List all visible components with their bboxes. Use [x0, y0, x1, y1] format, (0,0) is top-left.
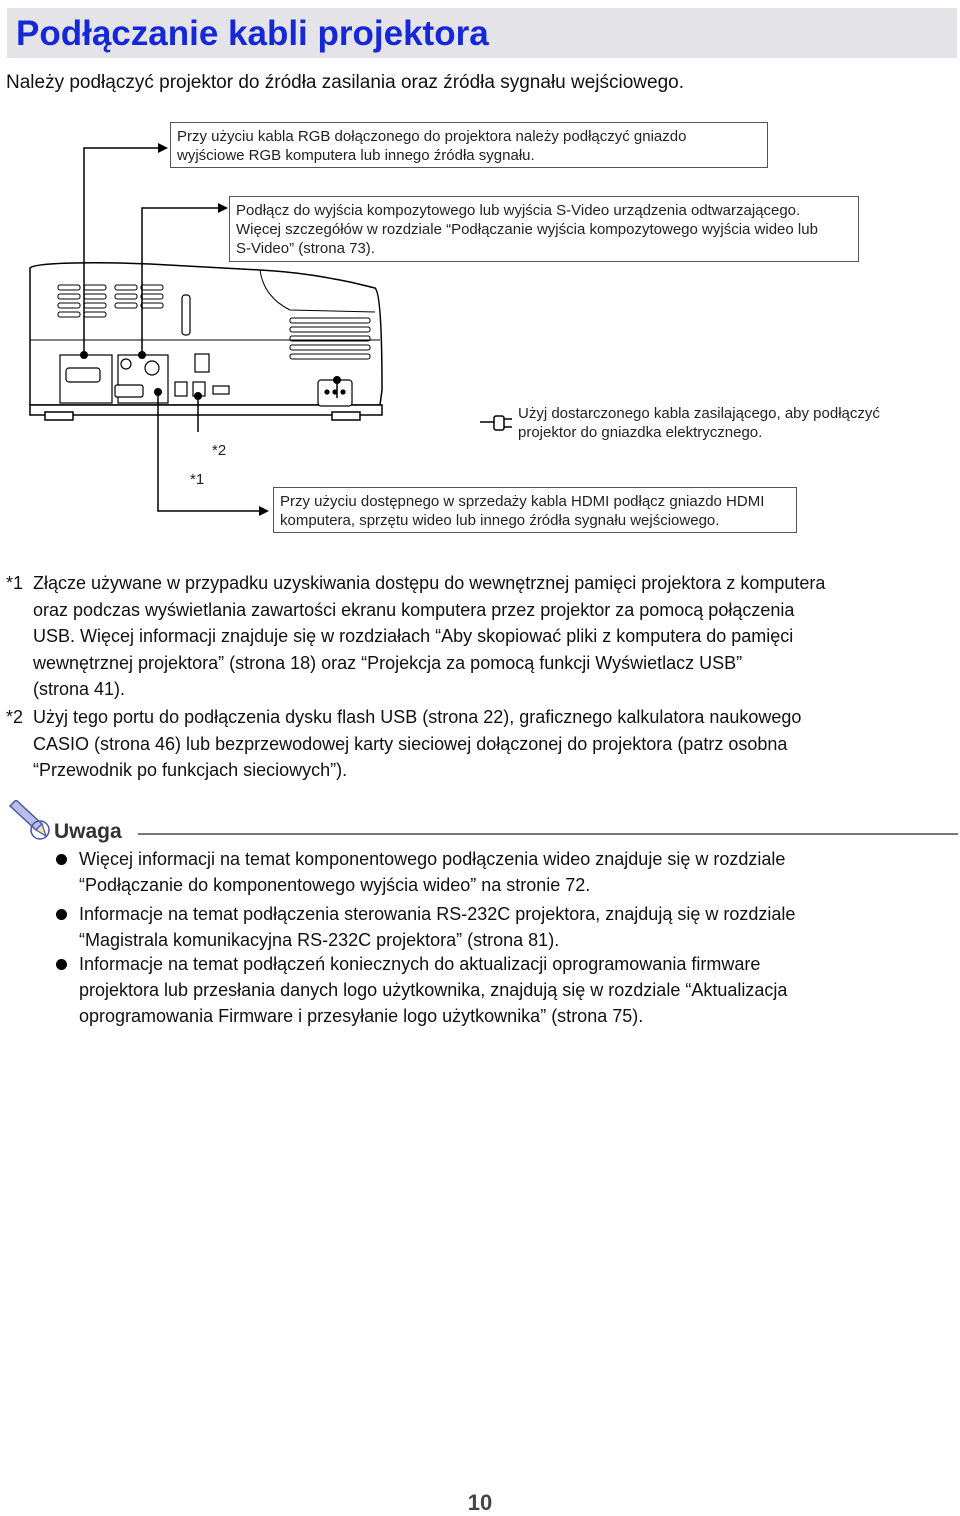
callout-hdmi [273, 487, 797, 533]
callout-power-line: Użyj dostarczonego kabla zasilającego, aby podłączyć [518, 405, 880, 422]
mark-1: *1 [190, 471, 205, 488]
callout-hdmi-line: Przy użyciu dostępnego w sprzedaży kabla HDMI podłącz gniazdo HDMI [280, 493, 765, 510]
callout-video-line: Podłącz do wyjścia kompozytowego lub wyjścia S-Video urządzenia odtwarzającego. [236, 202, 801, 219]
note-line: Więcej informacji na temat komponentowego podłączenia wideo znajduje się w rozdziale [79, 849, 786, 869]
footnote-line: Użyj tego portu do podłączenia dysku flash USB (strona 22), graficznego kalkulatora naukowego [33, 707, 802, 727]
callout-rgb-line: wyjściowe RGB komputera lub innego źródła sygnału. [177, 147, 535, 164]
callout-video-line: Więcej szczegółów w rozdziale “Podłączanie wyjścia kompozytowego wyjścia wideo lub [236, 221, 818, 238]
note-line: Informacje na temat podłączenia sterowania RS-232C projektora, znajdują się w rozdziale [79, 904, 796, 924]
footnote-line: CASIO (strona 46) lub bezprzewodowej karty sieciowej dołączonej do projektora (patrz osobna [33, 733, 788, 754]
power-plug-icon [480, 416, 512, 430]
footnote-line: “Przewodnik po funkcjach sieciowych”). [33, 760, 348, 780]
footnote-line: wewnętrznej projektora” (strona 18) oraz “Projekcja za pomocą funkcji Wyświetlacz USB” [33, 652, 743, 673]
intro-text: Należy podłączyć projektor do źródła zasilania oraz źródła sygnału wejściowego. [6, 72, 685, 93]
footnote-2 [6, 704, 956, 784]
note-line: “Magistrala komunikacyjna RS-232C projektora” (strona 81). [79, 930, 560, 950]
footnote-1 [6, 570, 956, 703]
note-line: oprogramowania Firmware i przesyłanie logo użytkownika” (strona 75). [79, 1006, 644, 1026]
note-item [56, 951, 936, 1029]
note-pencil-icon [6, 800, 52, 842]
note-divider [138, 833, 958, 835]
note-item [56, 901, 936, 953]
footnote-line: oraz podczas wyświetlania zawartości ekranu komputera przez projektor za pomocą połączenia [33, 599, 795, 620]
note-line: Informacje na temat podłączeń koniecznych do aktualizacji oprogramowania firmware [79, 954, 761, 974]
page-number: 10 [467, 1490, 493, 1515]
callout-power [518, 404, 938, 442]
footnote-line: USB. Więcej informacji znajduje się w rozdziałach “Aby skopiować pliki z komputera do pamięci [33, 626, 794, 646]
footnote-line: (strona 41). [33, 679, 126, 699]
note-heading: Uwaga [54, 820, 122, 843]
bullet-icon [56, 959, 67, 970]
callout-video [229, 196, 859, 262]
note-item [56, 846, 936, 898]
footnote-line: Złącze używane w przypadku uzyskiwania dostępu do wewnętrznej pamięci projektora z komputera [33, 573, 826, 593]
page-title: Podłączanie kabli projektora [16, 14, 489, 53]
callout-hdmi-line: komputera, sprzętu wideo lub innego źródła sygnału wejściowego. [280, 512, 720, 529]
bullet-icon [56, 909, 67, 920]
callout-rgb-line: Przy użyciu kabla RGB dołączonego do projektora należy podłączyć gniazdo [177, 128, 687, 145]
footnote-mark: *2 [6, 707, 24, 727]
footnote-mark: *1 [6, 573, 24, 593]
callout-power-line: projektor do gniazdka elektrycznego. [518, 424, 763, 441]
callout-rgb [170, 122, 768, 168]
callout-video-line: S-Video” (strona 73). [236, 240, 375, 257]
bullet-icon [56, 854, 67, 865]
projector-connection-diagram [0, 0, 960, 560]
mark-2: *2 [212, 442, 227, 459]
note-line: “Podłączanie do komponentowego wyjścia wideo” na stronie 72. [79, 875, 591, 895]
note-line: projektora lub przesłania danych logo użytkownika, znajdują się w rozdziale “Aktualizacja [79, 980, 788, 1000]
